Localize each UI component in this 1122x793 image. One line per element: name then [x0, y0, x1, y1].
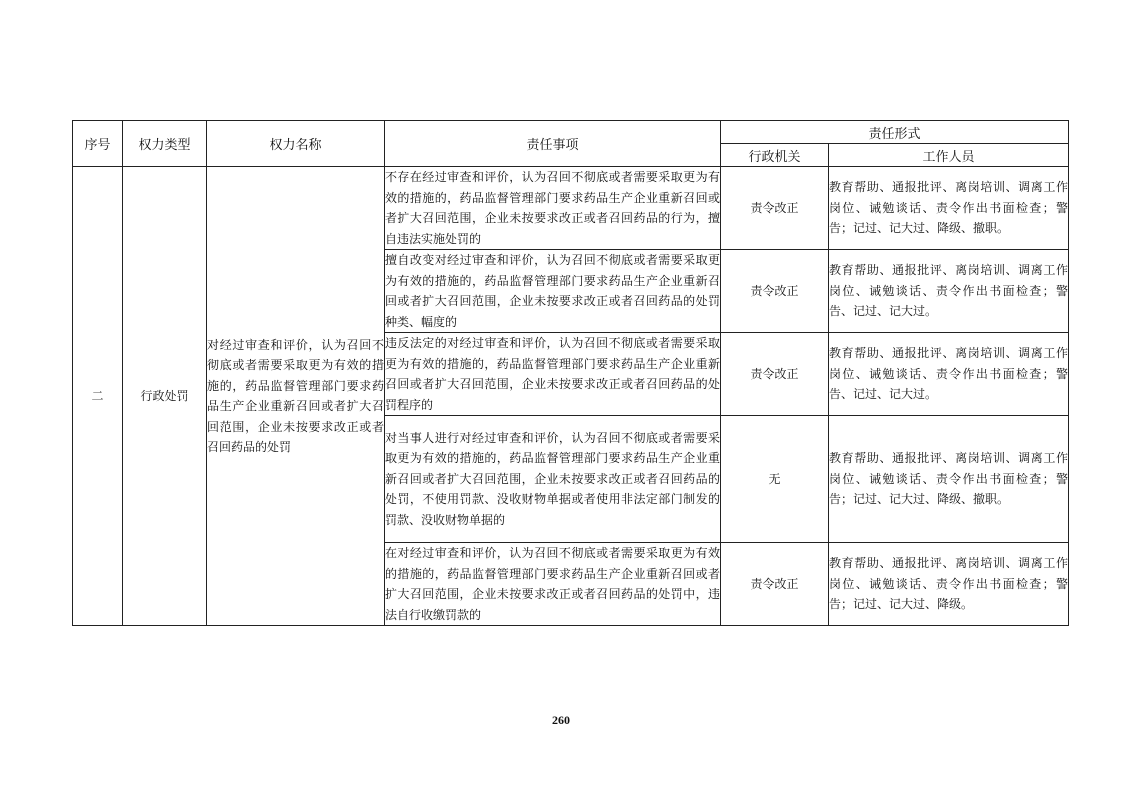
duty-item-cell: 对当事人进行对经过审查和评价，认为召回不彻底或者需要采取更为有效的措施的，药品监督管理部门要求药品生产企业重新召回或者扩大召回范围，企业未按要求改正或者召回药品的处罚，不使用罚款、没收财物单据或者使用非法定部门制发的罚款、没收财物单据的 [385, 416, 721, 543]
admin-cell: 责令改正 [721, 250, 829, 333]
header-seq: 序号 [73, 121, 123, 167]
header-duty-form: 责任形式 [721, 121, 1069, 144]
page-number: 260 [552, 713, 570, 727]
staff-cell: 教育帮助、通报批评、离岗培训、调离工作岗位、诫勉谈话、责令作出书面检查；警告、记过、记大过。 [829, 333, 1069, 416]
header-power-type: 权力类型 [123, 121, 207, 167]
header-staff: 工作人员 [829, 144, 1069, 167]
staff-cell: 教育帮助、通报批评、离岗培训、调离工作岗位、诫勉谈话、责令作出书面检查；警告；记过、记大过、降级、撤职。 [829, 416, 1069, 543]
power-name-cell: 对经过审查和评价，认为召回不彻底或者需要采取更为有效的措施的，药品监督管理部门要求药品生产企业重新召回或者扩大召回范围，企业未按要求改正或者召回药品的处罚 [207, 167, 385, 626]
power-type-cell: 行政处罚 [123, 167, 207, 626]
staff-cell: 教育帮助、通报批评、离岗培训、调离工作岗位、诫勉谈话、责令作出书面检查；警告；记过、记大过、降级、撤职。 [829, 167, 1069, 250]
duty-item-cell: 违反法定的对经过审查和评价，认为召回不彻底或者需要采取更为有效的措施的，药品监督管理部门要求药品生产企业重新召回或者扩大召回范围，企业未按要求改正或者召回药品的处罚程序的 [385, 333, 721, 416]
header-power-name: 权力名称 [207, 121, 385, 167]
seq-cell: 二 [73, 167, 123, 626]
header-duty-item: 责任事项 [385, 121, 721, 167]
admin-cell: 责令改正 [721, 333, 829, 416]
responsibility-table [72, 120, 1069, 626]
table-row [73, 167, 1069, 250]
staff-cell: 教育帮助、通报批评、离岗培训、调离工作岗位、诫勉谈话、责令作出书面检查；警告、记过、记大过。 [829, 250, 1069, 333]
admin-cell: 责令改正 [721, 167, 829, 250]
duty-item-cell: 擅自改变对经过审查和评价，认为召回不彻底或者需要采取更为有效的措施的，药品监督管理部门要求药品生产企业重新召回或者扩大召回范围，企业未按要求改正或者召回药品的处罚种类、幅度的 [385, 250, 721, 333]
header-admin-org: 行政机关 [721, 144, 829, 167]
duty-item-cell: 不存在经过审查和评价，认为召回不彻底或者需要采取更为有效的措施的，药品监督管理部门要求药品生产企业重新召回或者扩大召回范围，企业未按要求改正或者召回药品的行为，擅自违法实施处罚的 [385, 167, 721, 250]
admin-cell: 无 [721, 416, 829, 543]
duty-item-cell: 在对经过审查和评价，认为召回不彻底或者需要采取更为有效的措施的，药品监督管理部门要求药品生产企业重新召回或者扩大召回范围，企业未按要求改正或者召回药品的处罚中，违法自行收缴罚款的 [385, 543, 721, 626]
header-row-1 [73, 121, 1069, 144]
admin-cell: 责令改正 [721, 543, 829, 626]
staff-cell: 教育帮助、通报批评、离岗培训、调离工作岗位、诫勉谈话、责令作出书面检查；警告；记过、记大过、降级。 [829, 543, 1069, 626]
